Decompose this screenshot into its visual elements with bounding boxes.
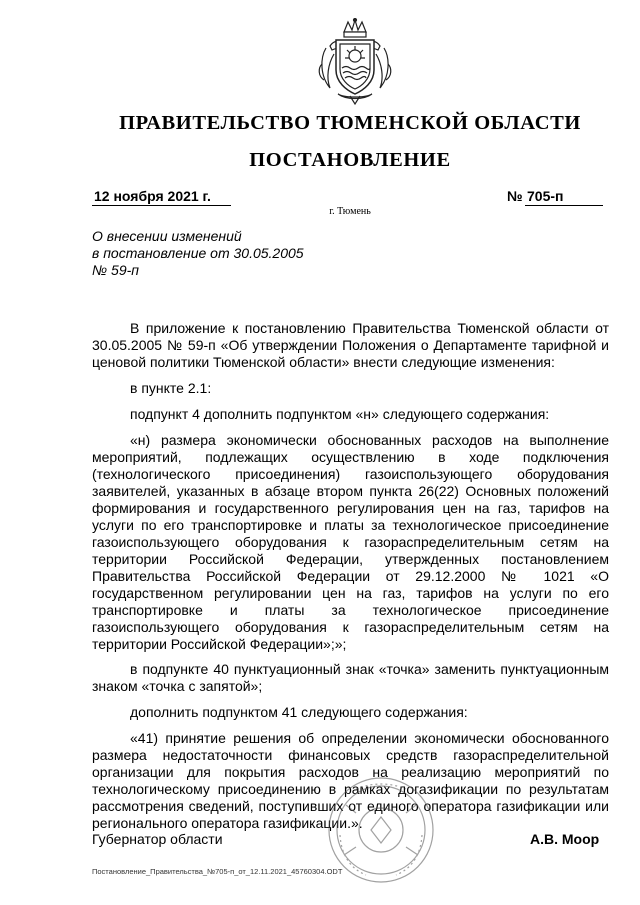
- subject-line: О внесении изменений: [92, 228, 242, 244]
- subject-line: № 59-п: [92, 262, 139, 278]
- body-paragraph: в пункте 2.1:: [130, 380, 212, 396]
- official-seal-stamp: [326, 775, 436, 885]
- document-number: [507, 188, 603, 206]
- subject-line: в постановление от 30.05.2005: [92, 245, 304, 261]
- body-paragraph: дополнить подпунктом 41 следующего содержания:: [130, 704, 468, 720]
- body-paragraph: «41) принятие решения об определении экономически обоснованного размера недостаточности финансовых средств газораспределительной организации для покрытия расходов на реализацию мероприятий по технологическому присоединению в рамках догазификации по результатам рассмотрения сведений, поступивших от единого оператора газификации или регионального оператора газификации.».: [92, 730, 609, 831]
- number-sign: №: [507, 188, 523, 204]
- signer-name: А.В. Моор: [530, 831, 600, 847]
- body-paragraph: в подпункте 40 пунктуационный знак «точка» заменить пунктуационным знаком «точка с запятой»;: [92, 661, 609, 694]
- coat-of-arms-icon: [316, 18, 394, 106]
- body-paragraph: «н) размера экономически обоснованных расходов на выполнение мероприятий, подлежащих осуществлению в ходе подключения (технологического присоединения) газоиспользующего оборудования заявителей, указанных в абзаце втором пункта 26(22) Основных положений формирования и государственного регулирования цен на газ, тарифов на услуги по его транспортировке и платы за технологическое присоединение газоиспользующего оборудования к газораспределительным сетям на территории Российской Федерации, утвержденных постановлением Правительства Российской Федерации от 29.12.2000 № 1021 «О государственном регулировании цен на газ, тарифов на услуги по его транспортировке и платы за технологическое присоединение газоиспользующего оборудования к газораспределительным сетям на территории Российской Федерации»;»;: [92, 432, 609, 652]
- document-subject: [92, 228, 392, 279]
- document-body: [92, 320, 609, 841]
- document-type: ПОСТАНОВЛЕНИЕ: [249, 149, 451, 171]
- city-label: г. Тюмень: [329, 206, 371, 217]
- document-date: 12 ноября 2021 г.: [92, 188, 231, 206]
- signer-title: Губернатор области: [92, 831, 223, 847]
- footer-filename: Постановление_Правительства_№705-п_от_12.11.2021_45760304.ODT: [92, 867, 343, 876]
- body-paragraph: В приложение к постановлению Правительства Тюменской области от 30.05.2005 № 59-п «Об утверждении Положения о Департаменте тарифной и ценовой политики Тюменской области» внести следующие изменения:: [92, 320, 609, 370]
- government-title: ПРАВИТЕЛЬСТВО ТЮМЕНСКОЙ ОБЛАСТИ: [119, 112, 581, 134]
- number-value: 705-п: [525, 188, 603, 206]
- body-paragraph: подпункт 4 дополнить подпунктом «н» следующего содержания:: [130, 406, 550, 422]
